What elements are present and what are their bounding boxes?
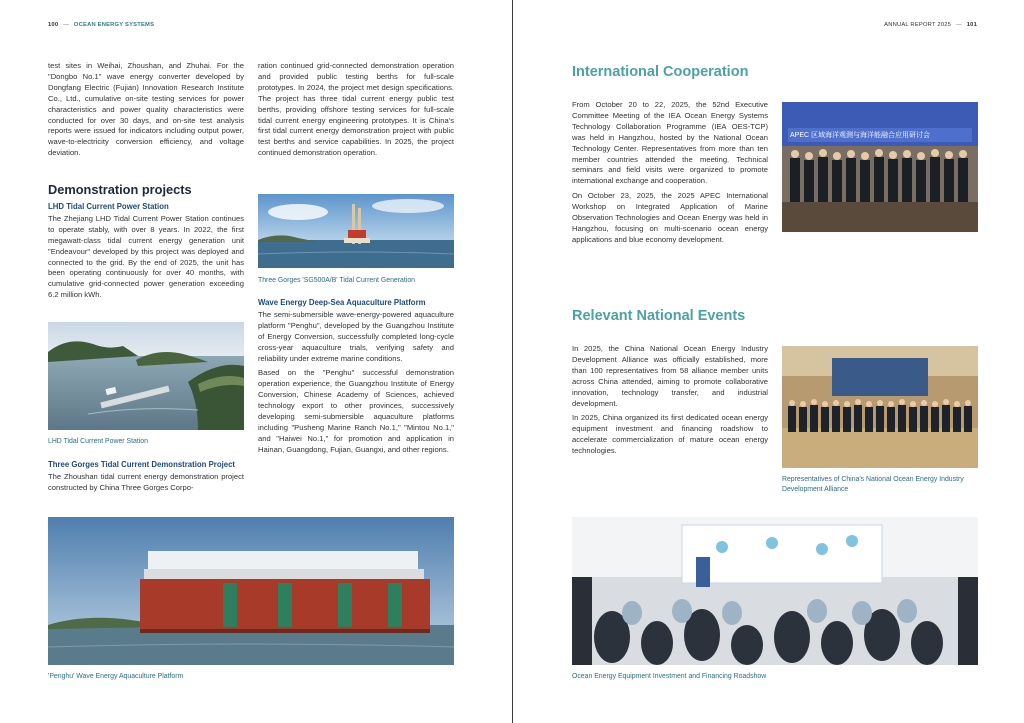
- apec-banner-text: APEC 区域海洋观测与海洋能融合应用研讨会: [790, 132, 931, 139]
- three-gorges-continued-text: ration continued grid-connected demonstration operation and provided public testing berths for full-scale prototypes. In 2024, the project met design specifications. The project has three tidal current energy public test berths, providing offshore testing services for full-scale tidal current energy engineering prototypes. It is China's first tidal current energy demonstration project with public test berths and service capabilities. In 2025, the project continued demonstration operation.: [258, 61, 454, 158]
- international-heading: International Cooperation: [572, 64, 749, 80]
- international-section: [572, 100, 768, 250]
- demonstration-heading: Demonstration projects: [48, 182, 192, 197]
- roadshow-photo: [572, 517, 978, 665]
- three-gorges-title: Three Gorges Tidal Current Demonstration Project: [48, 460, 236, 469]
- report-title: ANNUAL REPORT 2025: [884, 22, 952, 28]
- wave-text-2: Based on the "Penghu" successful demonstration operation experience, the Guangzhou Institute of Energy Conversion, Chinese Academy of Sciences, achieved technology export to other provinces, successively developing semi-submersible aquaculture platforms including "Pusheng Marine Ranch No.1," "Mintou No.1," and "Haiwei No.1," for promotion and application in Hainan, Guangdong, Fujian, Guangxi, and other regions.: [258, 368, 454, 454]
- lhd-caption: LHD Tidal Current Power Station: [48, 438, 148, 445]
- national-text-1: In 2025, the China National Ocean Energy Industry Development Alliance was officially established, more than 100 representatives from 58 alliance member units across China attended, aiming to promote collaborative innovation, technology transfer, and industrial development.: [572, 344, 768, 408]
- lhd-title: LHD Tidal Current Power Station: [48, 202, 169, 211]
- three-gorges-caption: Three Gorges 'SG500A/B' Tidal Current Generation: [258, 277, 415, 284]
- national-events-heading: Relevant National Events: [572, 308, 746, 324]
- alliance-photo: [782, 346, 978, 468]
- national-text-2: In 2025, China organized its first dedicated ocean energy equipment investment and financing roadshow to accelerate commercialization of mature ocean energy technologies.: [572, 413, 768, 456]
- national-events-section: [572, 344, 768, 461]
- wave-section: [258, 298, 454, 460]
- intro-paragraph: [48, 61, 244, 163]
- three-gorges-text: The Zhoushan tidal current energy demonstration project constructed by China Three Gorges Corpo-: [48, 471, 244, 492]
- three-gorges-section: [48, 460, 244, 498]
- three-gorges-photo: [258, 194, 454, 268]
- penghu-photo: [48, 517, 454, 665]
- lhd-photo: [48, 322, 244, 430]
- section-title: OCEAN ENERGY SYSTEMS: [73, 22, 155, 28]
- running-head-right: [884, 22, 977, 28]
- lhd-section: [48, 202, 244, 305]
- running-head-left: [48, 22, 154, 28]
- header-separator: —: [63, 22, 70, 28]
- roadshow-caption: Ocean Energy Equipment Investment and Financing Roadshow: [572, 673, 767, 680]
- international-text-1: From October 20 to 22, 2025, the 52nd Executive Committee Meeting of the IEA Ocean Energy Systems Technology Collaboration Programme (IEA OES-TCP) was held in Hangzhou, hosted by the National Ocean Technology Center. Representatives from more than ten member countries attended the meeting. Technical seminars and field visits were organized to promote international exchange and cooperation.: [572, 100, 768, 186]
- alliance-caption: Representatives of China's National Ocean Energy Industry Development Alliance: [782, 476, 964, 493]
- three-gorges-continued: [258, 61, 454, 163]
- wave-title: Wave Energy Deep-Sea Aquaculture Platform: [258, 298, 426, 307]
- international-text-2: On October 23, 2025, the 2025 APEC International Workshop on Integrated Application of Marine Observation Technologies and Ocean Energy was held in Hangzhou, focusing on multi-scenario ocean energy applications and blue economy development.: [572, 191, 768, 244]
- wave-text-1: The semi-submersible wave-energy-powered aquaculture platform "Penghu", developed by the Guangzhou Institute of Energy Conversion, successfully completed long-cycle cross-year aquaculture trials, verifying safety and reliability under extreme marine conditions.: [258, 309, 454, 363]
- lhd-text: The Zhejiang LHD Tidal Current Power Station continues to operate stably, with over 8 years. In 2022, the first megawatt-class tidal current energy generation unit "Endeavour" developed by this project was deployed and connected to the grid. By the end of 2025, the unit has been operating continuously for over 40 months, with cumulative grid-connected power generation exceeding 6.2 million kWh.: [48, 213, 244, 300]
- intro-text: test sites in Weihai, Zhoushan, and Zhuhai. For the "Dongbo No.1" wave energy converter developed by Dongfang Electric (Fujian) Innovation Research Institute Co., Ltd., cumulative on-site testing services for power characteristics and power quality characteristics were conducted for over 30 days, and on-site test analysis reports were issued for indicators including output power, wave-to-electricity conversion efficiency, and voltage deviation.: [48, 61, 244, 158]
- apec-photo: [782, 102, 978, 232]
- page-fold: [512, 0, 513, 723]
- page-number: 101: [966, 22, 977, 28]
- page-number: 100: [48, 22, 59, 28]
- header-separator: —: [955, 22, 962, 28]
- penghu-caption: 'Penghu' Wave Energy Aquaculture Platform: [48, 673, 184, 680]
